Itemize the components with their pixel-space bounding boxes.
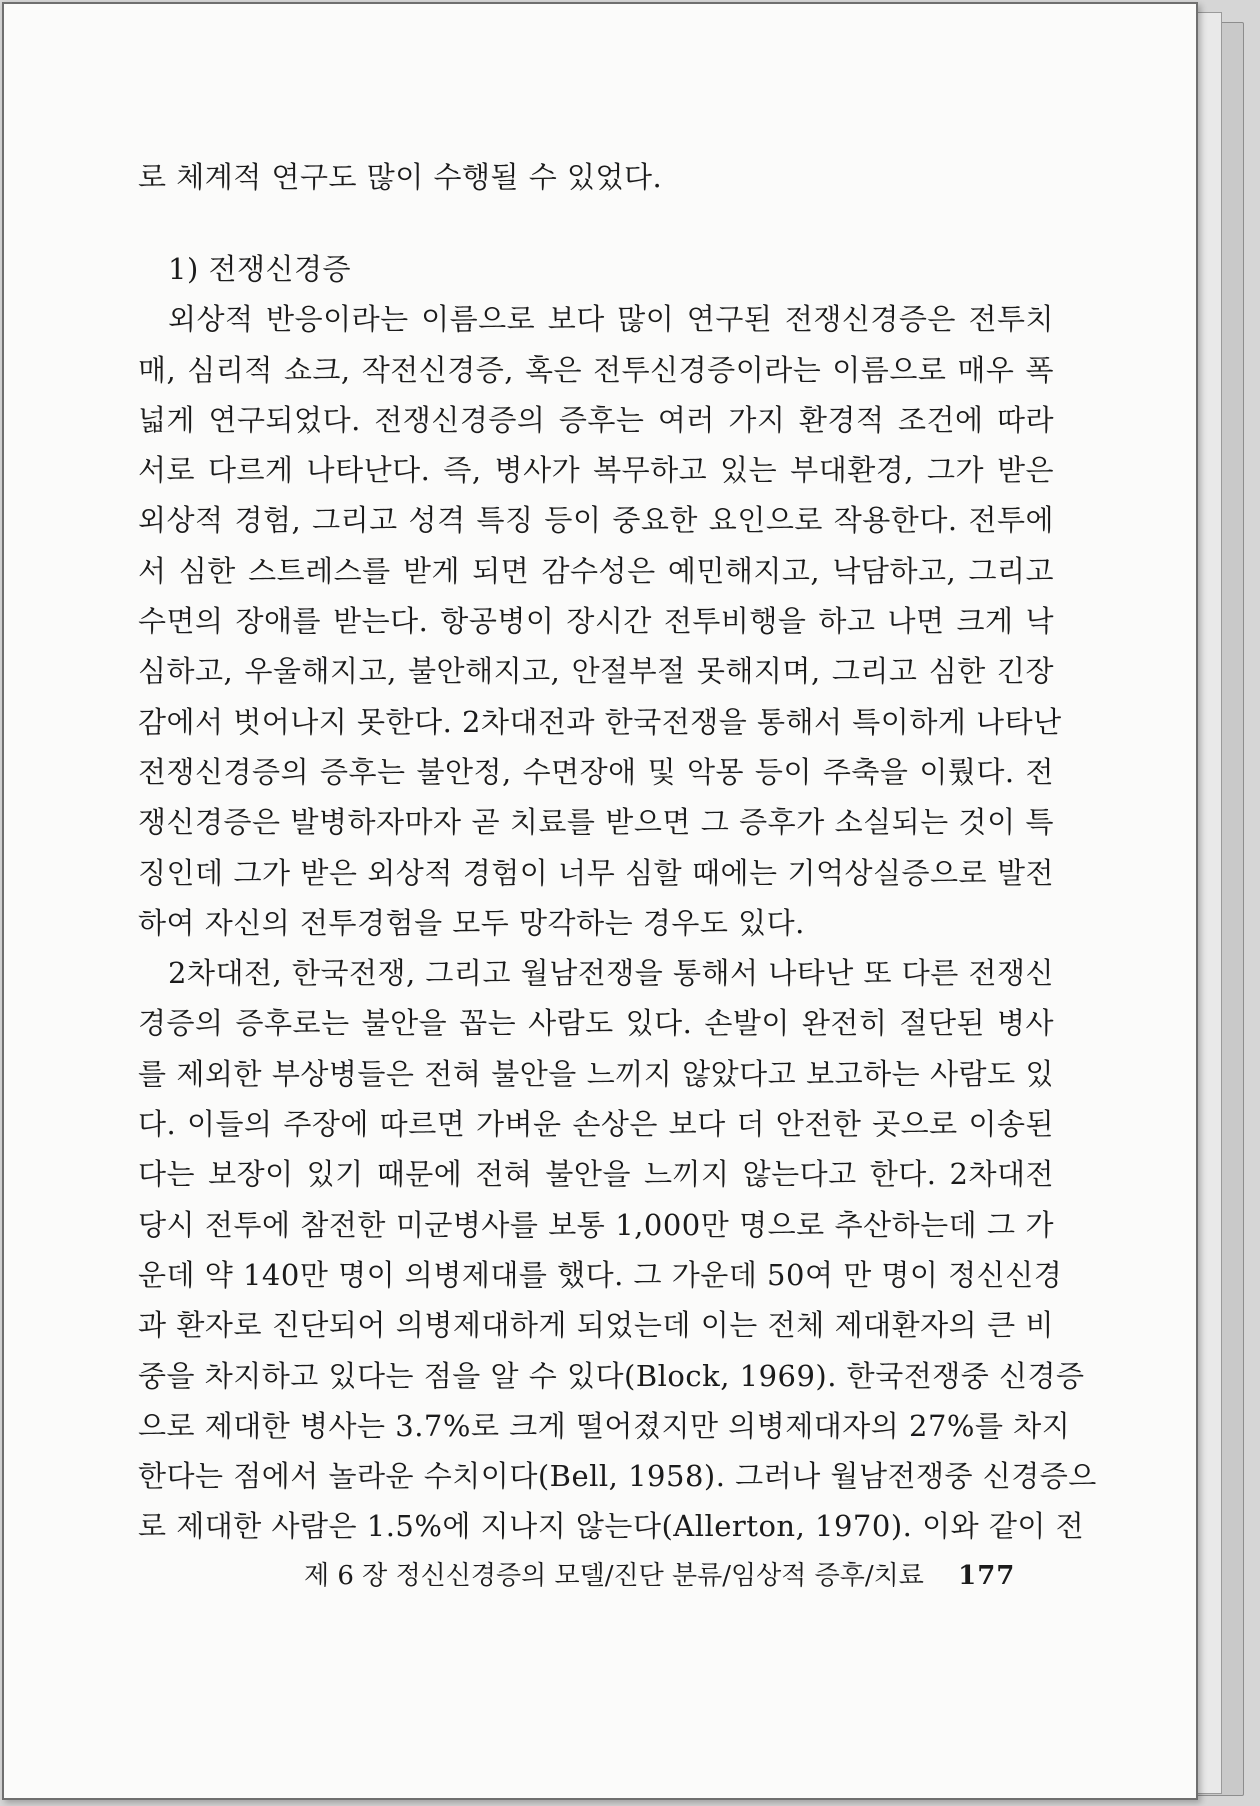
text-line: 전쟁신경증의 증후는 불안정, 수면장애 및 악몽 등이 주축을 이뤘다. 전: [138, 754, 1054, 789]
paragraph-2: [138, 948, 1097, 1552]
page-footer: [304, 1556, 1024, 1596]
text-line: 한다는 점에서 놀라운 수치이다(Bell, 1958). 그러나 월남전쟁중 신경증으: [138, 1459, 1097, 1494]
text-line: 외상적 경험, 그리고 성격 특징 등이 중요한 요인으로 작용한다. 전투에: [138, 503, 1054, 538]
text-line: 쟁신경증은 발병하자마자 곧 치료를 받으면 그 증후가 소실되는 것이 특: [138, 805, 1054, 840]
page-number: 177: [958, 1561, 1016, 1591]
text-line: 를 제외한 부상병들은 전혀 불안을 느끼지 않았다고 보고하는 사람도 있: [138, 1056, 1054, 1091]
text-line: 수면의 장애를 받는다. 항공병이 장시간 전투비행을 하고 나면 크게 낙: [138, 604, 1054, 639]
text-line: 중을 차지하고 있다는 점을 알 수 있다(Block, 1969). 한국전쟁중 신경증: [138, 1358, 1085, 1393]
text-line: 로 제대한 사람은 1.5%에 지나지 않는다(Allerton, 1970). 이와 같이 전: [138, 1509, 1085, 1544]
text-line: 당시 전투에 참전한 미군병사를 보통 1,000만 명으로 추산하는데 그 가: [138, 1207, 1054, 1242]
section-spacer: [138, 202, 1054, 244]
running-title: 제 6 장 정신신경증의 모델/진단 분류/임상적 증후/치료: [304, 1561, 924, 1591]
text-line: 2차대전, 한국전쟁, 그리고 월남전쟁을 통해서 나타난 또 다른 전쟁신: [168, 956, 1055, 991]
book-page: [2, 2, 1198, 1800]
text-line: 운데 약 140만 명이 의병제대를 했다. 그 가운데 50여 만 명이 정신신경: [138, 1257, 1063, 1292]
text-line: 심하고, 우울해지고, 불안해지고, 안절부절 못해지며, 그리고 심한 긴장: [138, 654, 1054, 689]
text-line: 넓게 연구되었다. 전쟁신경증의 증후는 여러 가지 환경적 조건에 따라: [138, 402, 1054, 437]
text-line: 서 심한 스트레스를 받게 되면 감수성은 예민해지고, 낙담하고, 그리고: [138, 553, 1054, 588]
text-line: 으로 제대한 병사는 3.7%로 크게 떨어졌지만 의병제대자의 27%를 차지: [138, 1408, 1071, 1443]
text-line: 다는 보장이 있기 때문에 전혀 불안을 느끼지 않는다고 한다. 2차대전: [138, 1157, 1054, 1192]
section-heading: 1) 전쟁신경증: [168, 252, 352, 287]
text-line: 경증의 증후로는 불안을 꼽는 사람도 있다. 손발이 완전히 절단된 병사: [138, 1006, 1054, 1041]
text-line: 징인데 그가 받은 외상적 경험이 너무 심할 때에는 기억상실증으로 발전: [138, 855, 1054, 890]
paragraph-1: [138, 294, 1062, 948]
text-line: 감에서 벗어나지 못한다. 2차대전과 한국전쟁을 통해서 특이하게 나타난: [138, 704, 1062, 739]
continuation-line: 로 체계적 연구도 많이 수행될 수 있었다.: [138, 160, 663, 194]
text-line: 다. 이들의 주장에 따르면 가벼운 손상은 보다 더 안전한 곳으로 이송된: [138, 1107, 1054, 1142]
text-line: 서로 다르게 나타난다. 즉, 병사가 복무하고 있는 부대환경, 그가 받은: [138, 453, 1054, 488]
text-line: 외상적 반응이라는 이름으로 보다 많이 연구된 전쟁신경증은 전투치: [168, 302, 1054, 337]
body-text: [138, 152, 1097, 1552]
text-line: 하여 자신의 전투경험을 모두 망각하는 경우도 있다.: [138, 905, 805, 940]
text-line: 과 환자로 진단되어 의병제대하게 되었는데 이는 전체 제대환자의 큰 비: [138, 1308, 1054, 1343]
text-line: 매, 심리적 쇼크, 작전신경증, 혹은 전투신경증이라는 이름으로 매우 폭: [138, 352, 1054, 387]
